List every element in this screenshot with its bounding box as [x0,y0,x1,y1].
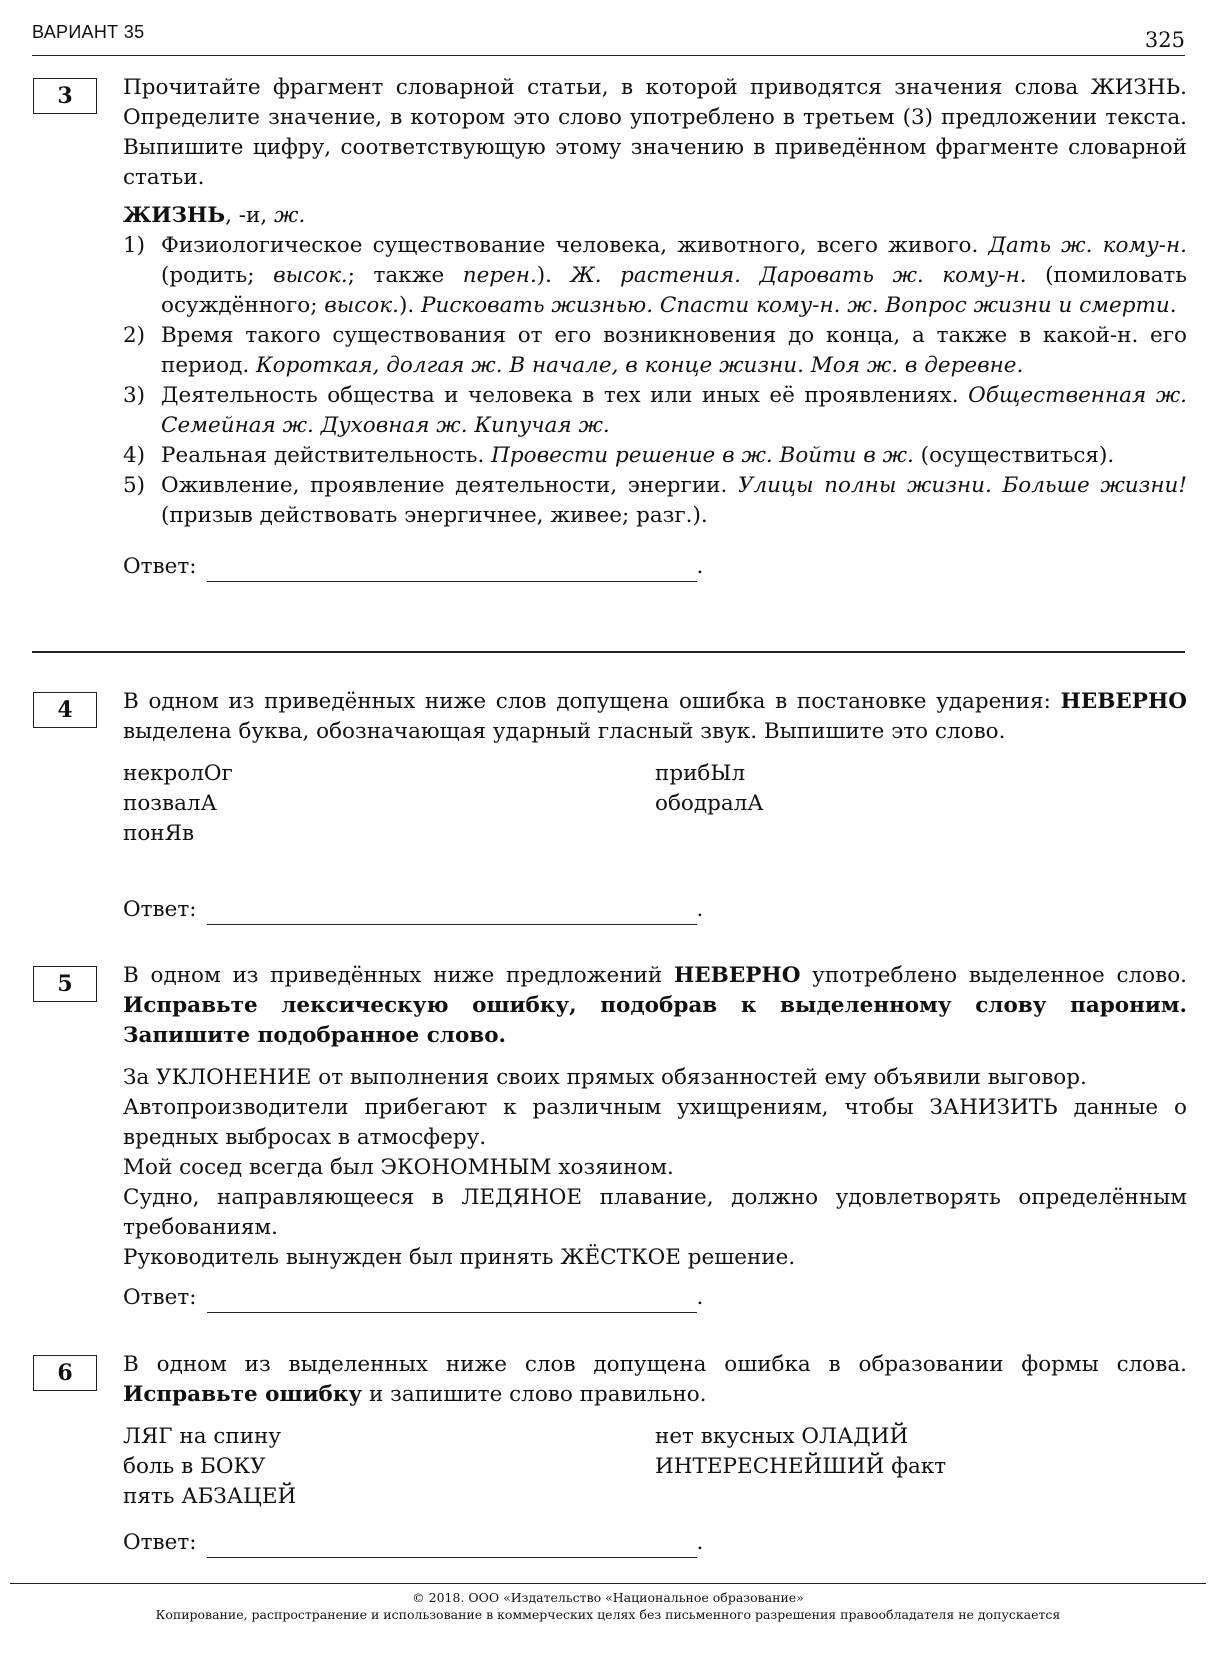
task-4-answer-field[interactable] [207,904,697,925]
task-5-instruction [123,961,1187,1051]
definition-2-examples: Короткая, долгая ж. В начале, в конце жизни. Моя ж. в деревне. [256,353,1024,378]
task-4-answer-label: Ответ: [123,897,197,922]
task-6-word: ИНТЕРЕСНЕЙШИЙ факт [655,1454,947,1479]
definition-1-number: 1) [123,233,146,258]
definition-3-examples: Общественная ж. Семейная ж. Духовная ж. Кипучая ж. [161,383,1187,438]
definition-4 [123,441,1187,471]
definition-3-number: 3) [123,383,146,408]
task-5-sentence: Автопроизводители прибегают к различным ухищрениям, чтобы ЗАНИЗИТЬ данные о вредных выбросах в атмосферу. [123,1095,1187,1150]
definition-1-note-4: (помиловать осуждённого; [161,263,1187,318]
task-5-number: 5 [57,971,73,997]
task-3-answer-label: Ответ: [123,554,197,579]
definition-5-examples: Улицы полны жизни. Больше жизни! [737,473,1187,498]
task-5-answer-field[interactable] [207,1292,697,1313]
page-number: 325 [1144,28,1185,52]
task-5-instruction-start: В одном из приведённых ниже предложений [123,963,674,988]
task-4-word-list [123,759,1187,849]
task-6-number-box [33,1355,97,1391]
task-4-words-right [655,759,1187,849]
task-5-sentence: Мой сосед всегда был ЭКОНОМНЫМ хозяином. [123,1155,674,1180]
task-4-number: 4 [57,697,73,723]
definition-2-number: 2) [123,323,146,348]
variant-label: ВАРИАНТ 35 [32,22,145,42]
task-3-content [123,73,1187,531]
task-6-instruction-start: В одном из выделенных ниже слов допущена ошибка в образовании формы слова. [123,1352,1187,1377]
copyright-line: © 2018. ООО «Издательство «Национальное образование» [412,1590,804,1605]
task-5-number-box [33,966,97,1002]
definition-5-text: Оживление, проявление деятельности, энергии. [161,473,738,498]
task-6-content [123,1350,1187,1512]
task-4-instruction-end: выделена буква, обозначающая ударный гласный звук. Выпишите это слово. [123,719,1006,744]
entry-word: ЖИЗНЬ [123,203,226,228]
entry-gender: ж. [274,203,306,228]
definition-2-text: Время такого существования от его возникновения до конца, а также в какой-н. его период. [161,323,1187,378]
task-6-words-right [655,1422,1187,1512]
definition-1-note-5: ). [398,293,422,318]
task-6-instruction [123,1350,1187,1410]
task-4-word: прибЫл [655,761,746,786]
task-5-content [123,961,1187,1273]
task-3-instruction: Прочитайте фрагмент словарной статьи, в которой приводятся значения слова ЖИЗНЬ. Определите значение, в котором это слово употреблено в третьем (3) предложении текста. Выпишите цифру, соответствующую этому значению в приведённом фрагменте словарной статьи. [123,75,1187,190]
definition-4-text: Реальная действительность. [161,443,492,468]
task-4-words-left [123,759,655,849]
task-4-number-box [33,692,97,728]
definition-1-example-1: Дать ж. кому-н. [988,233,1187,258]
definition-1-example-6: Рисковать жизнью. Спасти кому-н. ж. Вопрос жизни и смерти. [421,293,1177,318]
task-5-sentence: Судно, направляющееся в ЛЕДЯНОЕ плавание, должно удовлетворять определённым требованиям. [123,1185,1187,1240]
definition-3-text: Деятельность общества и человека в тех или иных её проявлениях. [161,383,969,408]
task-6-instruction-end: и запишите слово правильно. [362,1382,707,1407]
task-6-answer-field[interactable] [207,1537,697,1558]
task-4-answer-dot: . [696,897,704,922]
task-5-answer-label: Ответ: [123,1285,197,1310]
copyright-notice: Копирование, распространение и использование в коммерческих целях без письменного разрешения правообладателя не допускается [155,1607,1061,1622]
entry-grammar: , -и, [225,203,268,228]
header-divider [32,55,1185,56]
task-3-answer-row [123,552,1187,582]
task-3-answer-field[interactable] [207,561,697,582]
task-5-sentence: За УКЛОНЕНИЕ от выполнения своих прямых обязанностей ему объявили выговор. [123,1065,1087,1090]
definition-4-note: (осуществиться). [913,443,1115,468]
dictionary-entry-head [123,201,1187,231]
task-5-instruction-bold-1: НЕВЕРНО [673,963,801,988]
task-4-content [123,687,1187,849]
task-6-words-left [123,1422,655,1512]
task-4-answer-row [123,895,1187,925]
definition-1-example-3: перен. [462,263,537,288]
definition-5 [123,471,1187,531]
task-4-instruction-bold: НЕВЕРНО [1060,689,1187,714]
task-4-instruction [123,687,1187,747]
task-4-word: понЯв [123,821,195,846]
definition-1-example-4: Ж. растения. Даровать ж. кому-н. [570,263,1027,288]
definition-3 [123,381,1187,441]
task-5-answer-dot: . [696,1285,704,1310]
section-divider [32,651,1185,653]
task-4-word: позвалА [123,791,217,816]
task-5-instruction-middle: употреблено выделенное слово. [800,963,1187,988]
task-4-word: ободралА [655,791,764,816]
task-5-sentence: Руководитель вынужден был принять ЖЁСТКОЕ решение. [123,1245,796,1270]
task-6-word: пять АБЗАЦЕЙ [123,1484,297,1509]
task-5-instruction-bold-2: Исправьте лексическую ошибку, подобрав к выделенному слову пароним. Запишите подобранное слово. [123,993,1187,1048]
definition-1-note-1: (родить; [161,263,274,288]
task-6-answer-dot: . [696,1530,704,1555]
task-3-number: 3 [57,83,73,109]
task-6-word: нет вкусных ОЛАДИЙ [655,1424,909,1449]
task-6-answer-label: Ответ: [123,1530,197,1555]
task-6-word-list [123,1422,1187,1512]
footer-divider [10,1583,1206,1584]
task-3-number-box [33,78,97,114]
definition-1-example-5: высок. [324,293,399,318]
definition-1-example-2: высок. [273,263,348,288]
task-6-answer-row [123,1528,1187,1558]
definition-5-note: (призыв действовать энергичнее, живее; разг.). [161,503,708,528]
task-5-answer-row [123,1283,1187,1313]
definition-1-note-3: ). [536,263,571,288]
definition-1-text: Физиологическое существование человека, животного, всего живого. [161,233,989,258]
definition-4-number: 4) [123,443,146,468]
task-4-instruction-start: В одном из приведённых ниже слов допущена ошибка в постановке ударения: [123,689,1061,714]
task-6-number: 6 [57,1360,73,1386]
definition-1 [123,231,1187,321]
task-6-instruction-bold: Исправьте ошибку [123,1382,363,1407]
task-6-word: боль в БОКУ [123,1454,266,1479]
definition-5-number: 5) [123,473,146,498]
definition-1-note-2: ; также [347,263,463,288]
definition-4-examples: Провести решение в ж. Войти в ж. [491,443,914,468]
task-3-answer-dot: . [696,554,704,579]
task-4-word: некролОг [123,761,233,786]
task-6-word: ЛЯГ на спину [123,1424,282,1449]
definition-2 [123,321,1187,381]
